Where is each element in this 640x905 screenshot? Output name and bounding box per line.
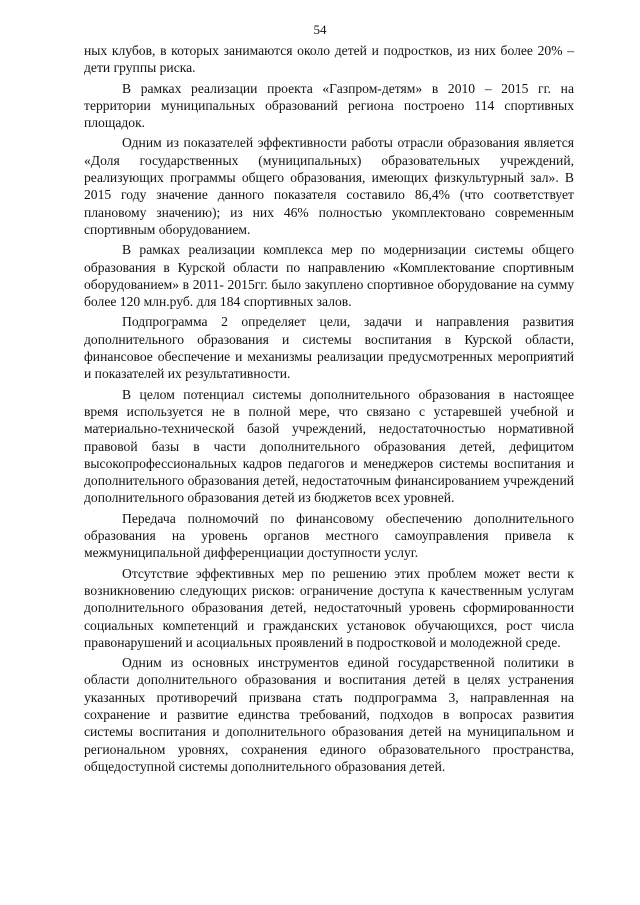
paragraph-subprogram-3: Одним из основных инструментов единой государственной политики в области дополнительного образования и воспитания детей в целях устранения указанных противоречий призвана стать подпрограмма 3, направленная на сохранение и развитие единства требований, подходов в вопросах развития системы воспитания и дополнительного образования детей на муниципальном и региональном уровнях, сохранения единого образовательного пространства, общедоступной системы дополнительного образования детей. <box>84 655 574 774</box>
paragraph-1-continuation: ных клубов, в которых занимаются около детей и подростков, из них более 20% –дети группы риска. <box>84 43 574 76</box>
paragraph-transfer-of-powers: Передача полномочий по финансовому обеспечению дополнительного образования на уровень органов местного самоуправления привела к межмуниципальной дифференциации доступности услуг. <box>84 510 574 561</box>
paragraph-potential-of-system: В целом потенциал системы дополнительного образования в настоящее время используется не в полной мере, что связано с устаревшей учебной и материально-технической базой учреждений, недостаточностью нормативной правовой базы в части дополнительного образования детей, дефицитом высокопрофессиональных кадров педагогов и менеджеров системы воспитания и дополнительного образования детей, недостаточным финансированием учреждений дополнительного образования детей из бюджетов всех уровней. <box>84 386 574 506</box>
page-number: 54 <box>313 22 327 37</box>
paragraph-efficiency-indicator: Одним из показателей эффективности работы отрасли образования является «Доля государственных (муниципальных) образовательных учреждений, реализующих программы общего образования, имеющих физкультурный зал». В 2015 году значение данного показателя составило 86,4% (что соответствует плановому значению); из них 46% полностью укомплектовано современным спортивным оборудованием. <box>84 135 574 237</box>
document-body <box>84 42 574 775</box>
paragraph-subprogram-2: Подпрограмма 2 определяет цели, задачи и направления развития дополнительного образования и системы воспитания в Курской области, финансовое обеспечение и механизмы реализации предусмотренных мероприятий и показателей их результативности. <box>84 314 574 382</box>
paragraph-gazprom-project: В рамках реализации проекта «Газпром-детям» в 2010 – 2015 гг. на территории муниципальных образований региона построено 114 спортивных площадок. <box>84 80 574 131</box>
paragraph-modernization-measures: В рамках реализации комплекса мер по модернизации системы общего образования в Курской области по направлению «Комплектование спортивным оборудованием» в 2011- 2015гг. было закуплено спортивное оборудование на сумму более 120 млн.руб. для 184 спортивных залов. <box>84 242 574 310</box>
paragraph-risks: Отсутствие эффективных мер по решению этих проблем может вести к возникновению следующих рисков: ограничение доступа к качественным услугам дополнительного образования детей, недостаточный уровень сформированности социальных компетенций и гражданских установок обучающихся, рост числа правонарушений и асоциальных проявлений в подростковой и молодежной среде. <box>84 565 574 650</box>
